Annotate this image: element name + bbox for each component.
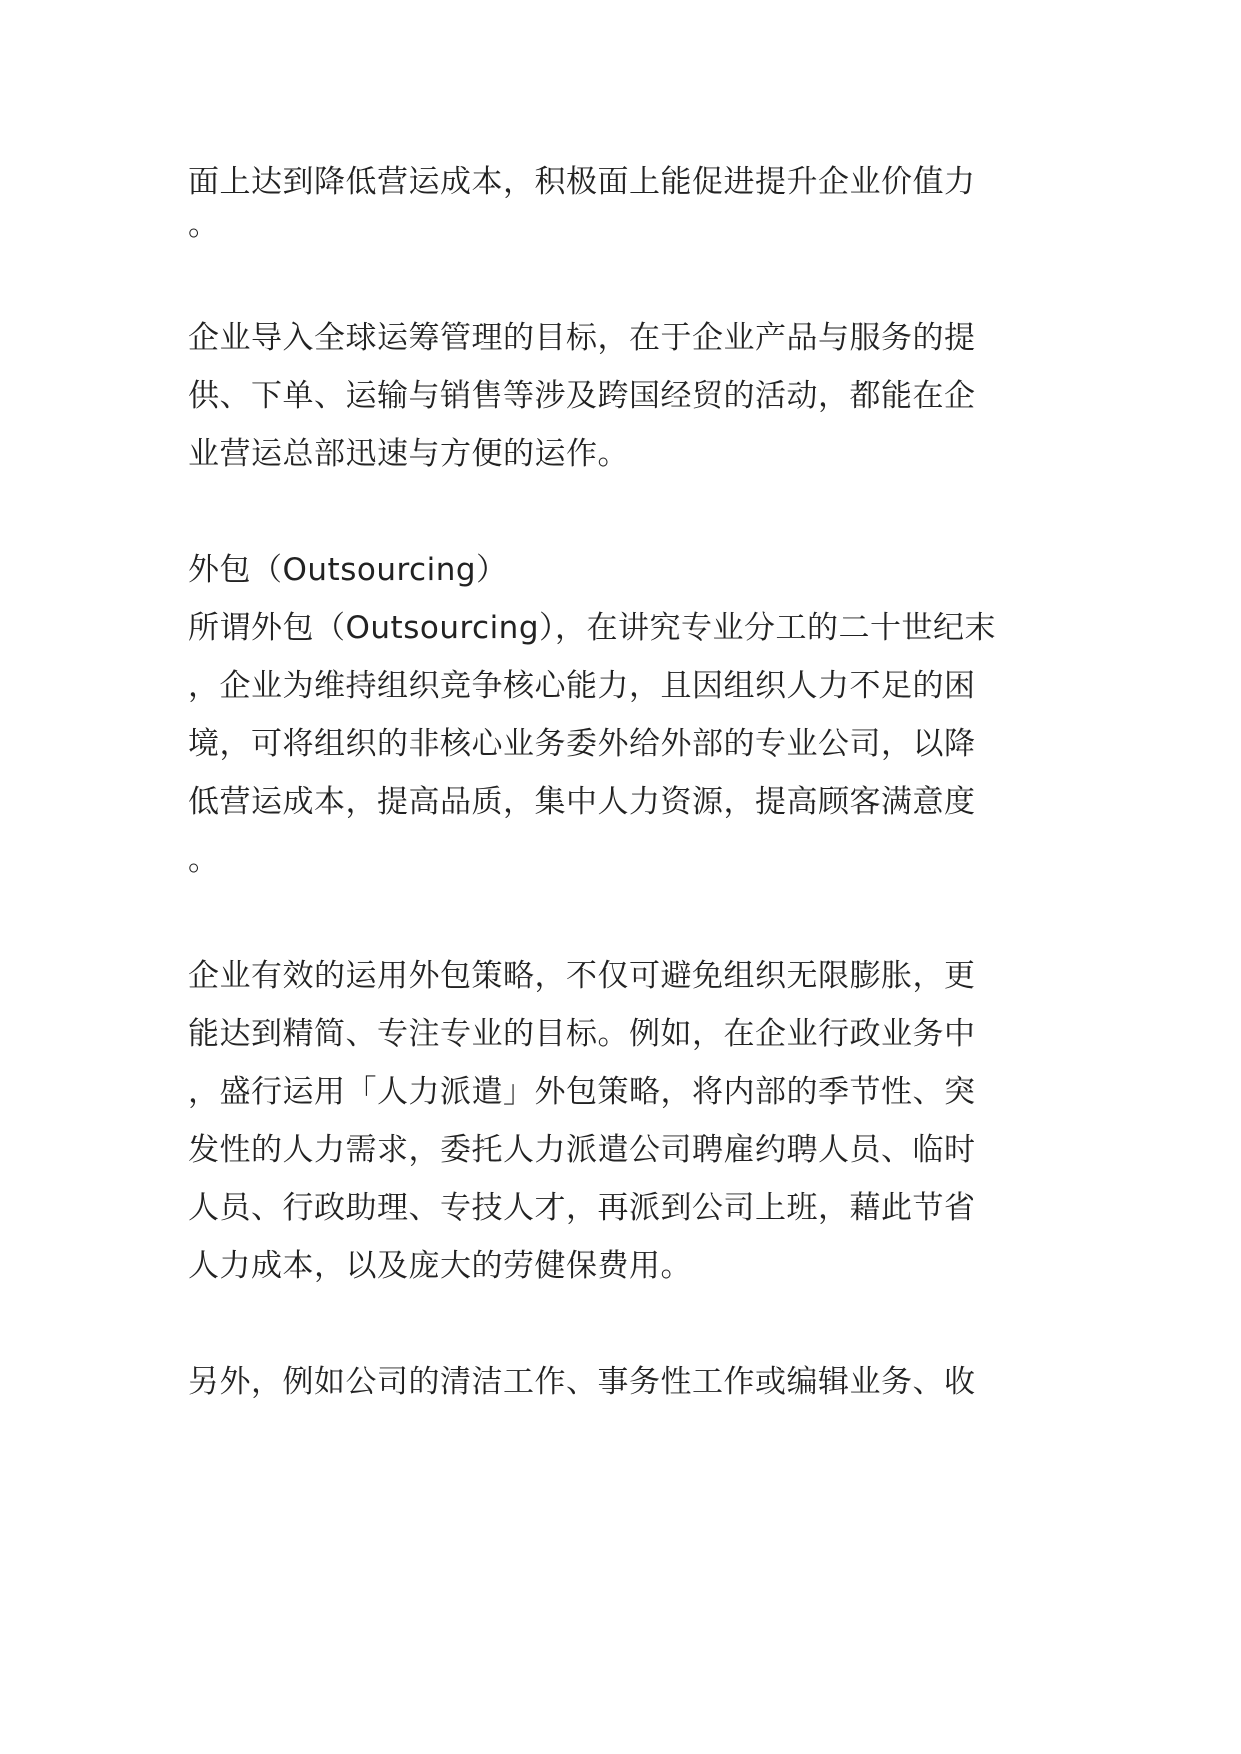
paragraph-3-line-4: 低营运成本，提高品质，集中人力资源，提高顾客满意度	[188, 784, 976, 820]
section-heading-outsourcing: 外包（Outsourcing）	[188, 552, 508, 588]
paragraph-3-line-3: 境，可将组织的非核心业务委外给外部的专业公司，以降	[188, 726, 976, 762]
paragraph-3-line-5: 。	[188, 842, 220, 878]
paragraph-2-line-3: 业营运总部迅速与方便的运作。	[188, 436, 629, 472]
paragraph-4-line-1: 企业有效的运用外包策略，不仅可避免组织无限膨胀，更	[188, 958, 976, 994]
paragraph-1-line-2: 。	[188, 207, 220, 243]
paragraph-4-line-3: ，盛行运用「人力派遣」外包策略，将内部的季节性、突	[188, 1074, 976, 1110]
paragraph-5-line-1: 另外，例如公司的清洁工作、事务性工作或编辑业务、收	[188, 1364, 976, 1400]
paragraph-3-line-1: 所谓外包（Outsourcing），在讲究专业分工的二十世纪末	[188, 610, 997, 646]
paragraph-2-line-1: 企业导入全球运筹管理的目标，在于企业产品与服务的提	[188, 320, 976, 356]
paragraph-4-line-6: 人力成本，以及庞大的劳健保费用。	[188, 1248, 692, 1284]
paragraph-4-line-5: 人员、行政助理、专技人才，再派到公司上班，藉此节省	[188, 1190, 976, 1226]
paragraph-4-line-2: 能达到精简、专注专业的目标。例如，在企业行政业务中	[188, 1016, 976, 1052]
paragraph-3-line-2: ，企业为维持组织竞争核心能力，且因组织人力不足的困	[188, 668, 976, 704]
paragraph-2-line-2: 供、下单、运输与销售等涉及跨国经贸的活动，都能在企	[188, 378, 976, 414]
paragraph-1-line-1: 面上达到降低营运成本，积极面上能促进提升企业价值力	[188, 164, 976, 200]
paragraph-4-line-4: 发性的人力需求，委托人力派遣公司聘雇约聘人员、临时	[188, 1132, 976, 1168]
